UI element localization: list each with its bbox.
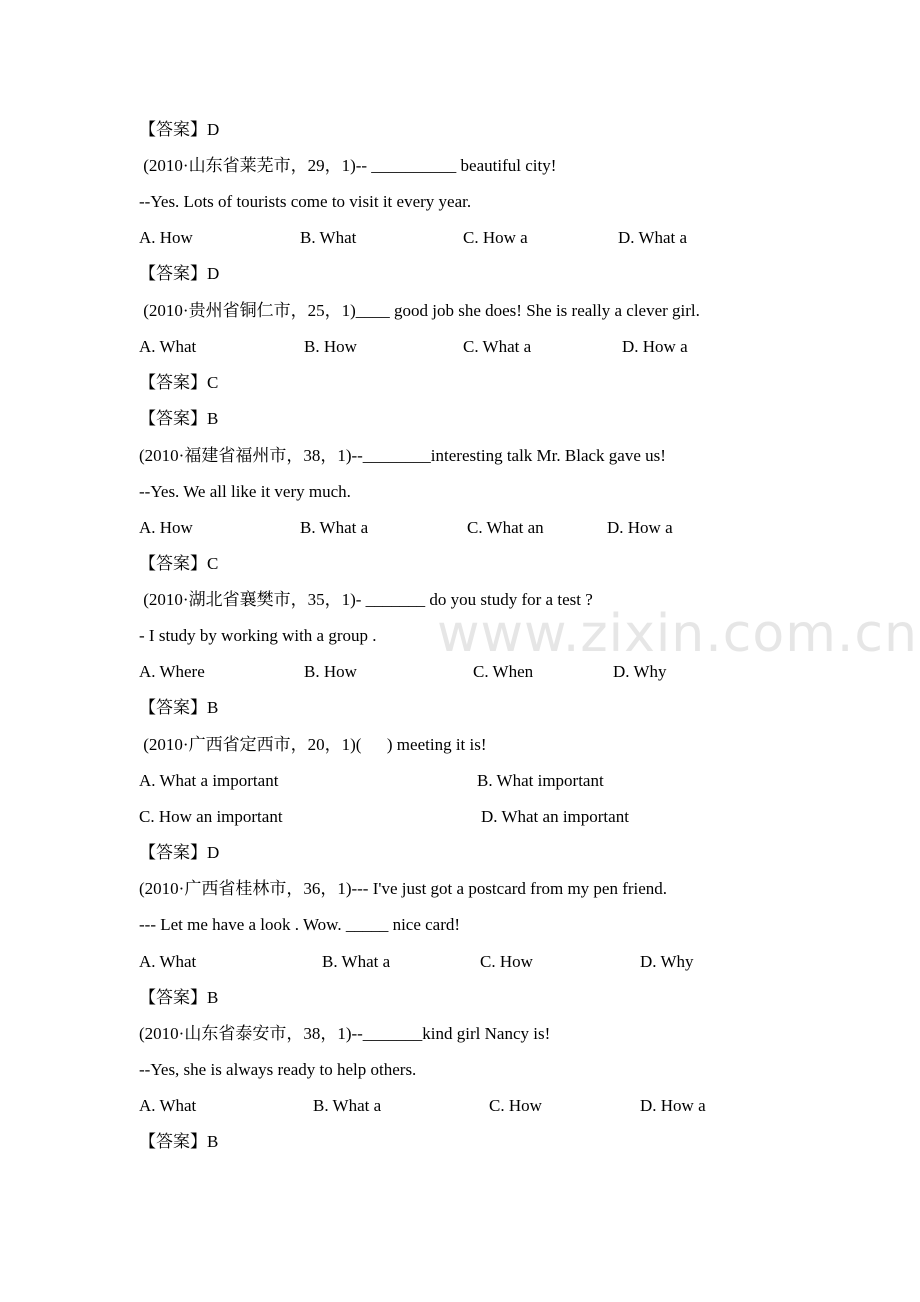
option-c: C. How xyxy=(489,1096,542,1115)
dialog-line: - I study by working with a group . xyxy=(139,626,377,645)
answer-line: 【答案】D xyxy=(139,120,220,139)
option-d: D. How a xyxy=(640,1096,706,1115)
option-d: D. Why xyxy=(613,662,667,681)
answer-line: 【答案】B xyxy=(139,1132,219,1151)
option-a: A. What a important xyxy=(139,771,279,790)
option-b: B. What important xyxy=(477,771,604,790)
option-b: B. What xyxy=(300,228,357,247)
option-a: A. What xyxy=(139,1096,197,1115)
question-line: (2010·山东省莱芜市，29，1)-- __________ beautiful city! xyxy=(139,156,557,175)
answer-line: 【答案】C xyxy=(139,554,219,573)
dialog-line: --Yes, she is always ready to help others. xyxy=(139,1060,417,1079)
question-line: (2010·福建省福州市，38，1)--________interesting talk Mr. Black gave us! xyxy=(139,446,666,465)
answer-line: 【答案】B xyxy=(139,988,219,1007)
answer-line: 【答案】D xyxy=(139,264,220,283)
question-line: (2010·贵州省铜仁市，25，1)____ good job she does! She is really a clever girl. xyxy=(139,301,700,320)
answer-line: 【答案】B xyxy=(139,409,219,428)
option-a: A. Where xyxy=(139,662,205,681)
answer-line: 【答案】C xyxy=(139,373,219,392)
question-line: (2010·湖北省襄樊市，35，1)- _______ do you study for a test ? xyxy=(139,590,593,609)
option-c: C. How xyxy=(480,952,533,971)
option-c: C. When xyxy=(473,662,534,681)
option-a: A. What xyxy=(139,952,197,971)
dialog-line: --- Let me have a look . Wow. _____ nice card! xyxy=(139,915,461,934)
dialog-line: --Yes. Lots of tourists come to visit it every year. xyxy=(139,192,472,211)
option-d: D. Why xyxy=(640,952,694,971)
option-a: A. How xyxy=(139,228,193,247)
option-d: D. How a xyxy=(622,337,688,356)
option-c: C. How an important xyxy=(139,807,283,826)
dialog-line: --Yes. We all like it very much. xyxy=(139,482,351,501)
option-a: A. What xyxy=(139,337,197,356)
option-c: C. What an xyxy=(467,518,544,537)
answer-line: 【答案】D xyxy=(139,843,220,862)
option-b: B. How xyxy=(304,662,357,681)
question-line: (2010·广西省定西市，20，1)( ) meeting it is! xyxy=(139,735,487,754)
option-d: D. What an important xyxy=(481,807,629,826)
question-line: (2010·山东省泰安市，38，1)--_______kind girl Nancy is! xyxy=(139,1024,551,1043)
option-c: C. What a xyxy=(463,337,532,356)
option-c: C. How a xyxy=(463,228,528,247)
answer-line: 【答案】B xyxy=(139,698,219,717)
option-b: B. What a xyxy=(300,518,369,537)
option-d: D. What a xyxy=(618,228,688,247)
question-line: (2010·广西省桂林市，36，1)--- I've just got a postcard from my pen friend. xyxy=(139,879,668,898)
option-b: B. What a xyxy=(313,1096,382,1115)
option-b: B. How xyxy=(304,337,357,356)
option-b: B. What a xyxy=(322,952,391,971)
option-d: D. How a xyxy=(607,518,673,537)
option-a: A. How xyxy=(139,518,193,537)
watermark: www.zixin.com.cn xyxy=(437,604,918,664)
